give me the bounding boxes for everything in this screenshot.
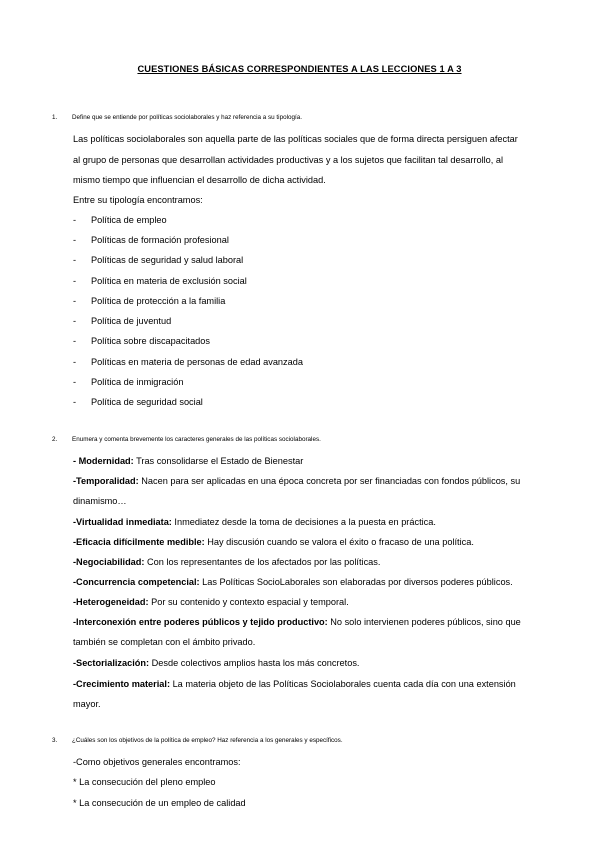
objective-item: * La consecución de un empleo de calidad <box>73 798 246 808</box>
list-item: Política de protección a la familia <box>91 296 226 306</box>
list-dash: - <box>73 316 77 326</box>
list-dash: - <box>73 377 77 387</box>
q3-objectives-intro: -Como objetivos generales encontramos: <box>73 757 241 767</box>
characteristic-label: - Modernidad: <box>73 456 134 466</box>
characteristic-text: No solo intervienen poderes públicos, sino que <box>327 617 521 627</box>
list-item: Política de inmigración <box>91 377 184 387</box>
characteristic-interconexion-cont: también se completan con el ámbito privado. <box>73 637 256 647</box>
list-dash: - <box>73 336 77 346</box>
characteristic-text: La materia objeto de las Políticas Sociolaborales cuenta cada día con una extensión <box>170 679 516 689</box>
characteristic-text: Nacen para ser aplicadas en una época concreta por ser financiadas con fondos públicos, su <box>138 476 521 486</box>
characteristic-crecimiento <box>73 679 516 689</box>
characteristic-label: -Virtualidad inmediata: <box>73 517 172 527</box>
document-title: CUESTIONES BÁSICAS CORRESPONDIENTES A LAS LECCIONES 1 A 3 <box>137 64 462 74</box>
characteristic-label: -Interconexión entre poderes públicos y tejido productivo: <box>73 617 328 627</box>
list-dash: - <box>73 397 77 407</box>
question-2-number: 2. <box>52 436 58 443</box>
question-2 <box>52 436 572 443</box>
characteristic-label: -Concurrencia competencial: <box>73 577 200 587</box>
list-dash: - <box>73 235 77 245</box>
characteristic-sectorializacion <box>73 658 359 668</box>
question-1 <box>52 114 572 121</box>
characteristic-label: -Negociabilidad: <box>73 557 145 567</box>
list-item: Política en materia de exclusión social <box>91 276 247 286</box>
characteristic-text: Desde colectivos amplios hasta los más concretos. <box>149 658 360 668</box>
characteristic-text: Con los representantes de los afectados por las políticas. <box>144 557 381 567</box>
characteristic-temporalidad <box>73 476 520 486</box>
characteristic-text: Inmediatez desde la toma de decisiones a la puesta en práctica. <box>171 517 436 527</box>
list-dash: - <box>73 276 77 286</box>
q1-paragraph-line-2: al grupo de personas que desarrollan actividades productivas y a los sujetos que facilitan tal desarrollo, al <box>73 155 504 165</box>
list-item: Política de empleo <box>91 215 167 225</box>
question-3 <box>52 737 572 744</box>
characteristic-heterogeneidad <box>73 597 349 607</box>
list-dash: - <box>73 357 77 367</box>
list-dash: - <box>73 215 77 225</box>
characteristic-label: -Heterogeneidad: <box>73 597 149 607</box>
objective-item: * La consecución del pleno empleo <box>73 777 216 787</box>
q1-paragraph-line-3: mismo tiempo que influencian el desarrollo de dicha actividad. <box>73 175 326 185</box>
list-item: Políticas de formación profesional <box>91 235 229 245</box>
characteristic-temporalidad-cont: dinamismo… <box>73 496 127 506</box>
characteristic-virtualidad <box>73 517 436 527</box>
characteristic-crecimiento-cont: mayor. <box>73 699 101 709</box>
list-item: Política de seguridad social <box>91 397 203 407</box>
characteristic-eficacia <box>73 537 474 547</box>
characteristic-text: Las Políticas SocioLaborales son elaboradas por diversos poderes públicos. <box>199 577 513 587</box>
q1-typology-intro: Entre su tipología encontramos: <box>73 195 203 205</box>
list-dash: - <box>73 296 77 306</box>
characteristic-text: Hay discusión cuando se valora el éxito o fracaso de una política. <box>204 537 474 547</box>
question-3-text: ¿Cuáles son los objetivos de la política de empleo? Haz referencia a los generales y específicos. <box>72 737 343 744</box>
question-1-number: 1. <box>52 114 58 121</box>
characteristic-text: Por su contenido y contexto espacial y temporal. <box>148 597 349 607</box>
characteristic-label: -Sectorialización: <box>73 658 150 668</box>
question-2-text: Enumera y comenta brevemente los caracteres generales de las políticas sociolaborales. <box>72 436 321 443</box>
list-item: Políticas en materia de personas de edad avanzada <box>91 357 303 367</box>
list-item: Política sobre discapacitados <box>91 336 210 346</box>
characteristic-label: -Eficacia difícilmente medible: <box>73 537 205 547</box>
characteristic-label: -Crecimiento material: <box>73 679 171 689</box>
characteristic-label: -Temporalidad: <box>73 476 139 486</box>
question-3-number: 3. <box>52 737 58 744</box>
question-1-text: Define que se entiende por políticas sociolaborales y haz referencia a su tipología. <box>72 114 302 121</box>
characteristic-modernidad <box>73 456 303 466</box>
list-item: Política de juventud <box>91 316 172 326</box>
list-dash: - <box>73 255 77 265</box>
list-item: Políticas de seguridad y salud laboral <box>91 255 244 265</box>
q1-paragraph-line-1: Las políticas sociolaborales son aquella parte de las políticas sociales que de forma directa persiguen afectar <box>73 134 518 144</box>
characteristic-negociabilidad <box>73 557 380 567</box>
characteristic-concurrencia <box>73 577 513 587</box>
characteristic-interconexion <box>73 617 521 627</box>
characteristic-text: Tras consolidarse el Estado de Bienestar <box>133 456 304 466</box>
